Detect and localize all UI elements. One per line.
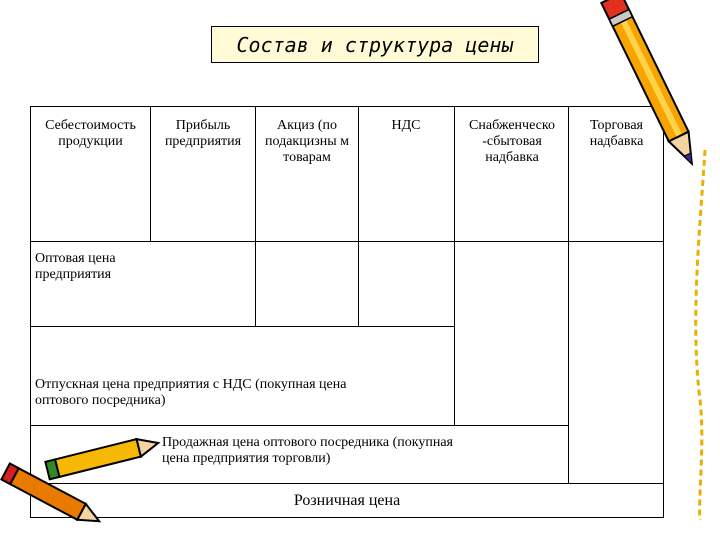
column-header-supply-markup: Снабженческо -сбытовая надбавка	[469, 118, 555, 165]
column-header-trade-markup: Торговая надбавка	[589, 118, 644, 149]
column-header-profit: Прибыль предприятия	[164, 118, 242, 149]
column-header-vat: НДС	[391, 118, 421, 133]
row-label-wholesale-price: Оптовая цена предприятия	[35, 251, 116, 282]
diagram-title: Состав и структура цены	[211, 26, 539, 63]
row-label-retail-price: Розничная цена	[293, 492, 401, 509]
row-label-release-price: Отпускная цена предприятия с НДС (покупная цена оптового посредника)	[35, 377, 347, 408]
column-header-cost: Себестоимость продукции	[45, 118, 136, 149]
row-label-sale-price: Продажная цена оптового посредника (покупная цена предприятия торговли)	[162, 435, 453, 466]
column-header-excise: Акциз (по подакцизны м товарам	[265, 118, 349, 165]
